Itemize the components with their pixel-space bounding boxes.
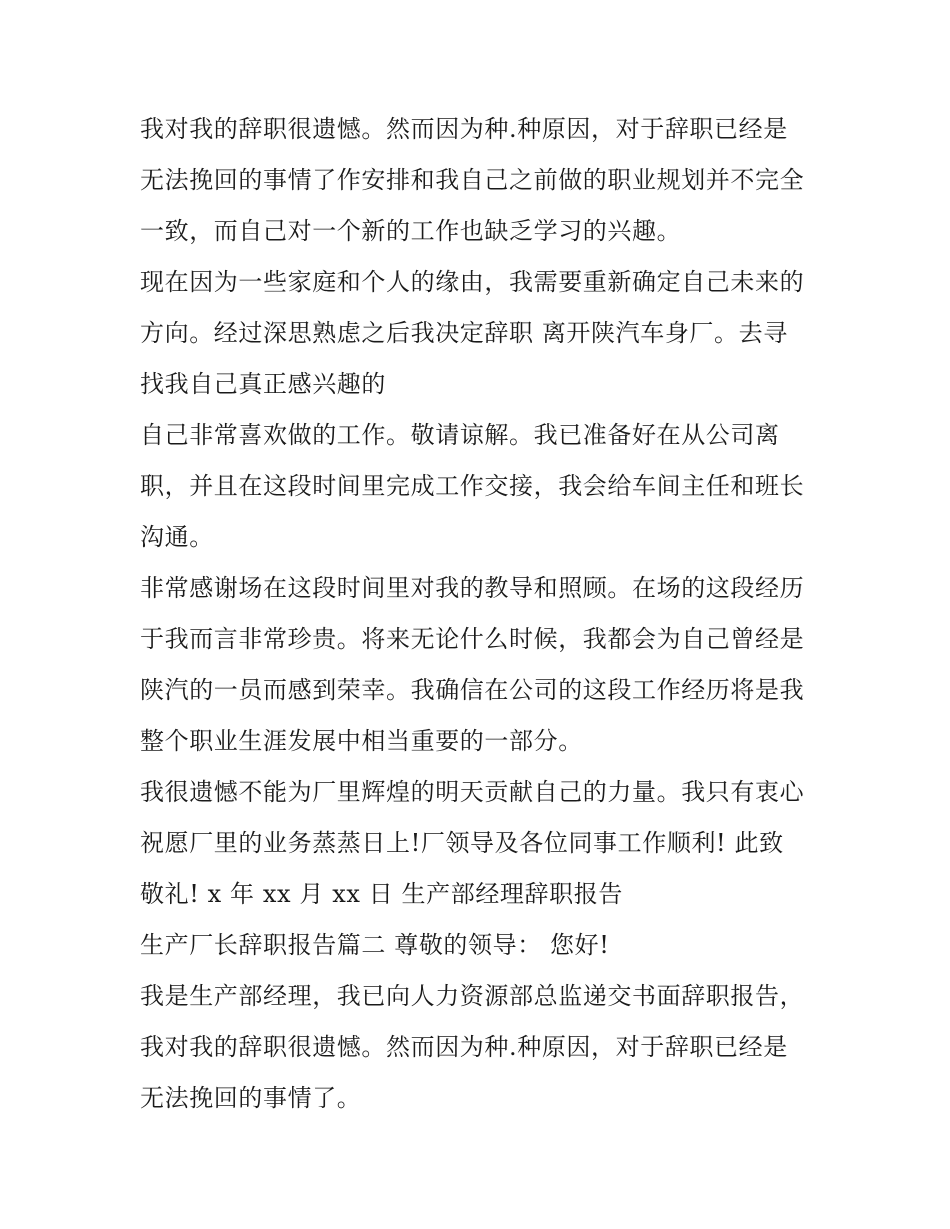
text-line: 我对我的辞职很遗憾。然而因为种.种原因，对于辞职已经是	[140, 115, 788, 143]
text-line: 一致，而自己对一个新的工作也缺乏学习的兴趣。	[140, 217, 682, 245]
text-line: 敬礼! x 年 xx 月 xx 日 生产部经理辞职报告	[140, 880, 623, 908]
text-line: 生产厂长辞职报告篇二 尊敬的领导： 您好!	[140, 931, 610, 959]
text-line: 我很遗憾不能为厂里辉煌的明天贡献自己的力量。我只有衷心	[140, 778, 805, 806]
text-line: 于我而言非常珍贵。将来无论什么时候，我都会为自己曾经是	[140, 625, 805, 653]
text-line: 无法挽回的事情了。	[140, 1084, 362, 1112]
text-line: 非常感谢场在这段时间里对我的教导和照顾。在场的这段经历	[140, 574, 805, 602]
text-line: 我对我的辞职很遗憾。然而因为种.种原因，对于辞职已经是	[140, 1033, 788, 1061]
text-line: 陕汽的一员而感到荣幸。我确信在公司的这段工作经历将是我	[140, 676, 805, 704]
text-line: 方向。经过深思熟虑之后我决定辞职 离开陕汽车身厂。去寻	[140, 319, 788, 347]
text-line: 找我自己真正感兴趣的	[140, 370, 386, 398]
text-line: 现在因为一些家庭和个人的缘由，我需要重新确定自己未来的	[140, 268, 805, 296]
text-line: 沟通。	[140, 523, 214, 551]
document-body	[140, 108, 830, 1128]
text-line: 自己非常喜欢做的工作。敬请谅解。我已准备好在从公司离	[140, 421, 780, 449]
text-line: 祝愿厂里的业务蒸蒸日上!厂领导及各位同事工作顺利! 此致	[140, 829, 784, 857]
text-line: 我是生产部经理，我已向人力资源部总监递交书面辞职报告，	[140, 982, 805, 1010]
text-line: 无法挽回的事情了作安排和我自己之前做的职业规划并不完全	[140, 166, 805, 194]
text-line: 整个职业生涯发展中相当重要的一部分。	[140, 727, 583, 755]
text-line: 职，并且在这段时间里完成工作交接，我会给车间主任和班长	[140, 472, 805, 500]
